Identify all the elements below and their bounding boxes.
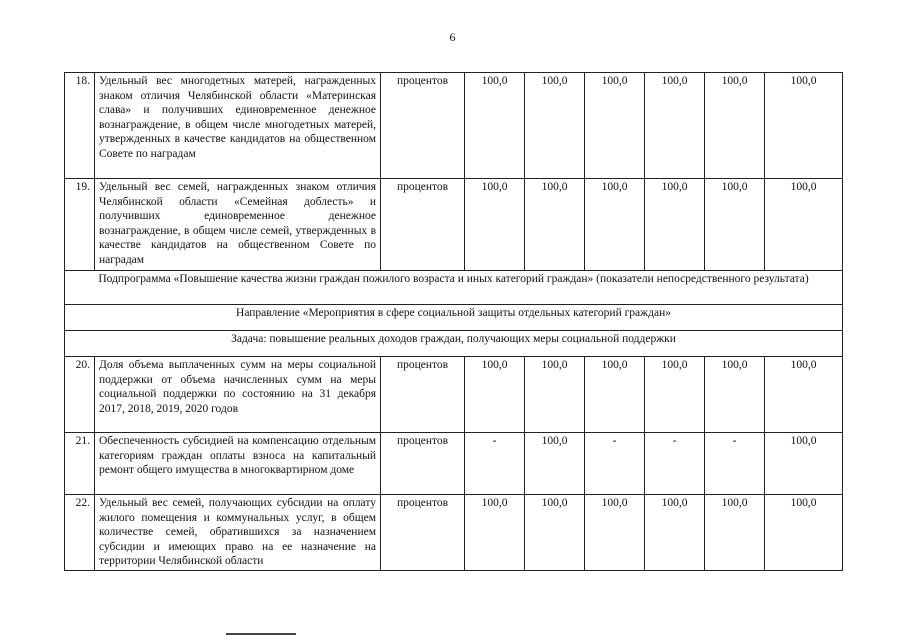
value-cell: 100,0 [465,495,525,571]
value-cell: 100,0 [585,495,645,571]
value-cell: 100,0 [465,357,525,433]
value-cell: 100,0 [765,179,843,271]
table-row [65,433,843,495]
row-number: 21. [65,433,95,495]
value-cell: 100,0 [645,179,705,271]
indicators-table [64,72,843,571]
table-row [65,495,843,571]
unit-cell: процентов [381,433,465,495]
indicator-description: Удельный вес семей, получающих субсидии на оплату жилого помещения и коммунальных услуг, в общем количестве семей, обратившихся за назначением субсидии и имеющих право на ее назначение на территории Челябинской области [95,495,381,571]
subprogram-title: Подпрограмма «Повышение качества жизни граждан пожилого возраста и иных категорий граждан» (показатели непосредственного результата) [65,271,843,305]
indicator-description: Обеспеченность субсидией на компенсацию отдельным категориям граждан оплаты взноса на капитальный ремонт общего имущества в многоквартирном доме [95,433,381,495]
value-cell: 100,0 [585,73,645,179]
table-row [65,73,843,179]
indicator-description: Удельный вес многодетных матерей, награжденных знаком отличия Челябинской области «Материнская слава» и получивших единовременное денежное вознаграждение, в общем числе многодетных матерей, утвержденных в качестве кандидатов на общественном Совете по наградам [95,73,381,179]
value-cell: 100,0 [645,357,705,433]
task-title: Задача: повышение реальных доходов граждан, получающих меры социальной поддержки [65,331,843,357]
value-cell: 100,0 [525,495,585,571]
table-row [65,179,843,271]
value-cell: 100,0 [705,179,765,271]
value-cell: - [705,433,765,495]
row-number: 19. [65,179,95,271]
value-cell: 100,0 [525,179,585,271]
value-cell: - [645,433,705,495]
value-cell: - [465,433,525,495]
direction-row [65,305,843,331]
page-number: 6 [449,30,456,44]
indicator-description: Доля объема выплаченных сумм на меры социальной поддержки от объема начисленных сумм на меры социальной поддержки по состоянию на 31 декабря 2017, 2018, 2019, 2020 годов [95,357,381,433]
unit-cell: процентов [381,495,465,571]
row-number: 18. [65,73,95,179]
value-cell: 100,0 [525,357,585,433]
direction-title: Направление «Мероприятия в сфере социальной защиты отдельных категорий граждан» [65,305,843,331]
value-cell: 100,0 [705,357,765,433]
value-cell: 100,0 [705,73,765,179]
value-cell: 100,0 [765,357,843,433]
scan-artifact-line [226,633,296,638]
row-number: 20. [65,357,95,433]
table-row [65,357,843,433]
value-cell: 100,0 [765,433,843,495]
value-cell: 100,0 [645,495,705,571]
value-cell: 100,0 [585,357,645,433]
value-cell: 100,0 [585,179,645,271]
value-cell: 100,0 [465,73,525,179]
value-cell: 100,0 [765,495,843,571]
value-cell: 100,0 [645,73,705,179]
value-cell: - [585,433,645,495]
subprogram-row [65,271,843,305]
value-cell: 100,0 [705,495,765,571]
task-row [65,331,843,357]
unit-cell: процентов [381,179,465,271]
value-cell: 100,0 [465,179,525,271]
indicator-description: Удельный вес семей, награжденных знаком отличия Челябинской области «Семейная доблесть» и получивших единовременное денежное вознаграждение, в общем числе семей, утвержденных в качестве кандидатов на общественном Совете по наградам [95,179,381,271]
value-cell: 100,0 [525,73,585,179]
unit-cell: процентов [381,357,465,433]
value-cell: 100,0 [765,73,843,179]
value-cell: 100,0 [525,433,585,495]
unit-cell: процентов [381,73,465,179]
row-number: 22. [65,495,95,571]
